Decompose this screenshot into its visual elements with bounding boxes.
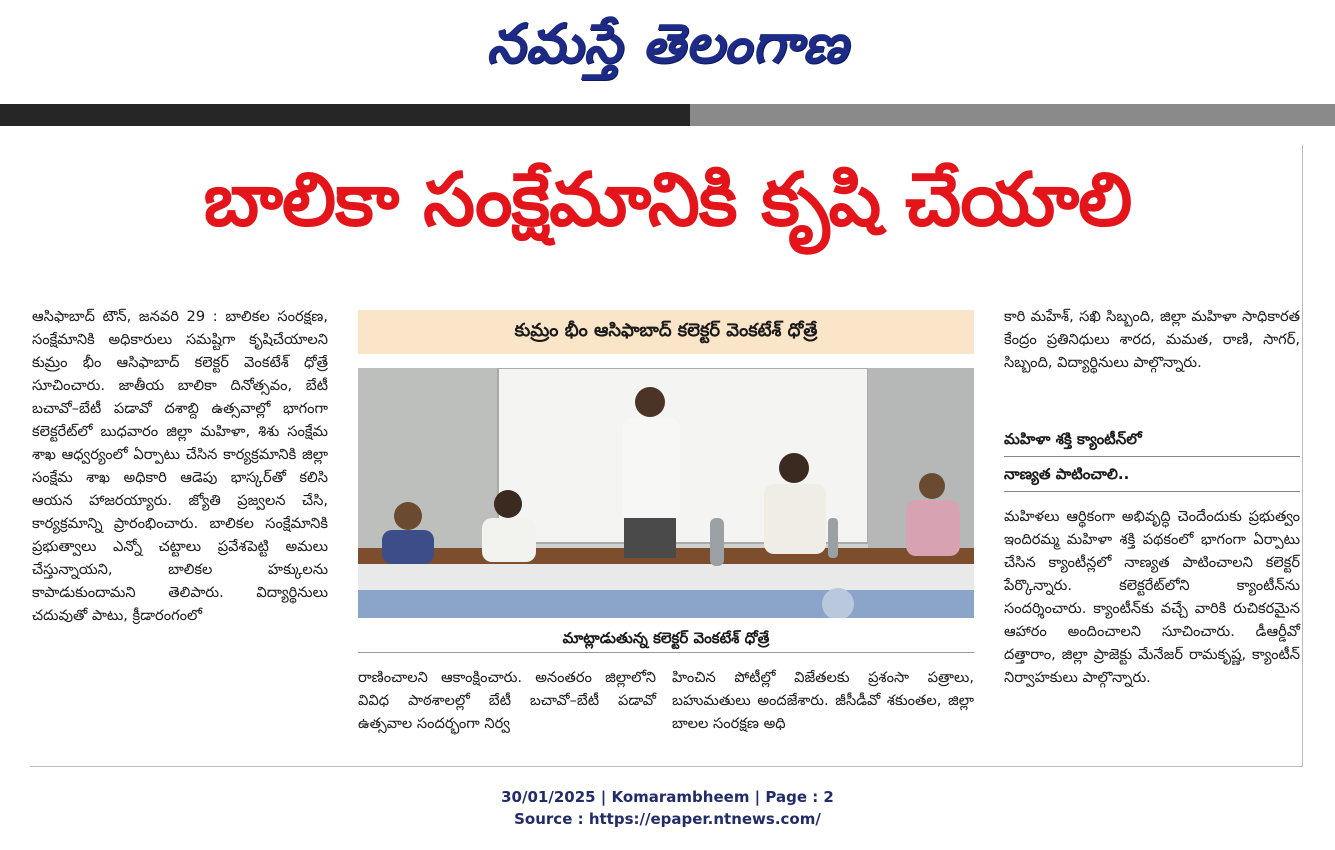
newspaper-logo: నమస్తే తెలంగాణ bbox=[486, 11, 849, 75]
article-photo bbox=[358, 368, 974, 618]
page-footer bbox=[0, 786, 1335, 830]
article-column-4 bbox=[1004, 305, 1300, 374]
article-column-2 bbox=[358, 666, 656, 735]
meeting-photo-illustration bbox=[358, 368, 974, 618]
photo-caption: మాట్లాడుతున్న కలెక్టర్ వెంకటేశ్ ధోత్రే bbox=[358, 624, 974, 653]
column-4b-text: మహిళలు ఆర్థికంగా అభివృద్ధి చెందేందుకు ప్రభుత్వం ఇందిరమ్మ మహిళా శక్తి పథకంలో భాగంగా ఏర్పాటు చేసిన క్యాంటీన్లలో నాణ్యత పాటించాలని కలెక్టర్ పేర్కొన్నారు. కలెక్టరేట్‌లోని క్యాంటీన్‌ను సందర్శించారు. క్యాంటీన్‌కు వచ్చే వారికి రుచికరమైన ఆహారం అందించాలని సూచించారు. డీఆర్డీవో దత్తారాం, జిల్లా ప్రాజెక్టు మేనేజర్ రామకృష్ణ, క్యాంటీన్ నిర్వాహకులు పాల్గొన్నారు. bbox=[1004, 508, 1300, 686]
article-subhead: కుమ్రం భీం ఆసిఫాబాద్ కలెక్టర్ వెంకటేశ్ ధోత్రే bbox=[358, 310, 974, 354]
column-3-text: హించిన పోటీల్లో విజేతలకు ప్రశంసా పత్రాలు, బహుమతులు అందజేశారు. జీసీడీవో శకుంతల, జిల్లా బాలల సంరక్షణ అధి bbox=[672, 669, 974, 732]
column-4-subheads bbox=[1004, 422, 1300, 492]
masthead bbox=[0, 0, 1335, 100]
article-column-4-continued bbox=[1004, 505, 1300, 689]
column-1-text: ఆసిఫాబాద్ టౌన్, జనవరి 29 : బాలికల సంరక్షణ, సంక్షేమానికి అధికారులు సమష్టిగా కృషిచేయాలని కుమ్రం భీం ఆసిఫాబాద్ కలెక్టర్ వెంకటేశ్ ధోత్రే సూచించారు. జాతీయ బాలికా దినోత్సవం, బేటీ బచావో–బేటీ పడావో దశాబ్ది ఉత్సవాల్లో భాగంగా కలెక్టరేట్‌లో బుధవారం జిల్లా మహిళా, శిశు సంక్షేమ శాఖ ఆధ్వర్యంలో ఏర్పాటు చేసిన కార్యక్రమానికి జిల్లా సంక్షేమ శాఖ అధికారి ఆడెపు భాస్కర్‌తో కలిసి ఆయన హాజరయ్యారు. జ్యోతి ప్రజ్వలన చేసి, కార్యక్రమాన్ని ప్రారంభించారు. బాలికల సంక్షేమానికి ప్రభుత్వాలు ఎన్నో చట్టాలు ప్రవేశపెట్టి అమలు చేస్తున్నాయని, బాలికల హక్కులను కాపాడుకుందామని తెలిపారు. విద్యార్థినులు చదువుతో పాటు, క్రీడారంగంలో bbox=[32, 308, 328, 624]
article-column-1 bbox=[32, 305, 328, 627]
masthead-rule-grey bbox=[690, 104, 1335, 126]
column-4-subhead-1: మహిళా శక్తి క్యాంటీన్‌లో bbox=[1004, 422, 1300, 457]
footer-date-edition: 30/01/2025 | Komarambheem | Page : 2 bbox=[501, 788, 834, 806]
article-bottom-rule bbox=[30, 766, 1302, 767]
footer-source: Source : https://epaper.ntnews.com/ bbox=[514, 810, 821, 828]
masthead-rule-dark bbox=[0, 104, 690, 126]
column-2-text: రాణించాలని ఆకాంక్షించారు. అనంతరం జిల్లాలోని వివిధ పాఠశాలల్లో బేటీ బచావో–బేటీ పడావో ఉత్సవాల సందర్భంగా నిర్వ bbox=[358, 669, 656, 732]
article-headline: బాలికా సంక్షేమానికి కృషి చేయాలి bbox=[203, 157, 1132, 243]
column-4-subhead-2: నాణ్యత పాటించాలి.. bbox=[1004, 457, 1300, 492]
column-4-text: కారి మహేశ్, సఖి సిబ్బంది, జిల్లా మహిళా సాధికారత కేంద్రం ప్రతినిధులు శారద, మమత, రాణి, సాగర్, సిబ్బంది, విద్యార్థినులు పాల్గొన్నారు. bbox=[1004, 308, 1300, 371]
article-column-3 bbox=[672, 666, 974, 735]
